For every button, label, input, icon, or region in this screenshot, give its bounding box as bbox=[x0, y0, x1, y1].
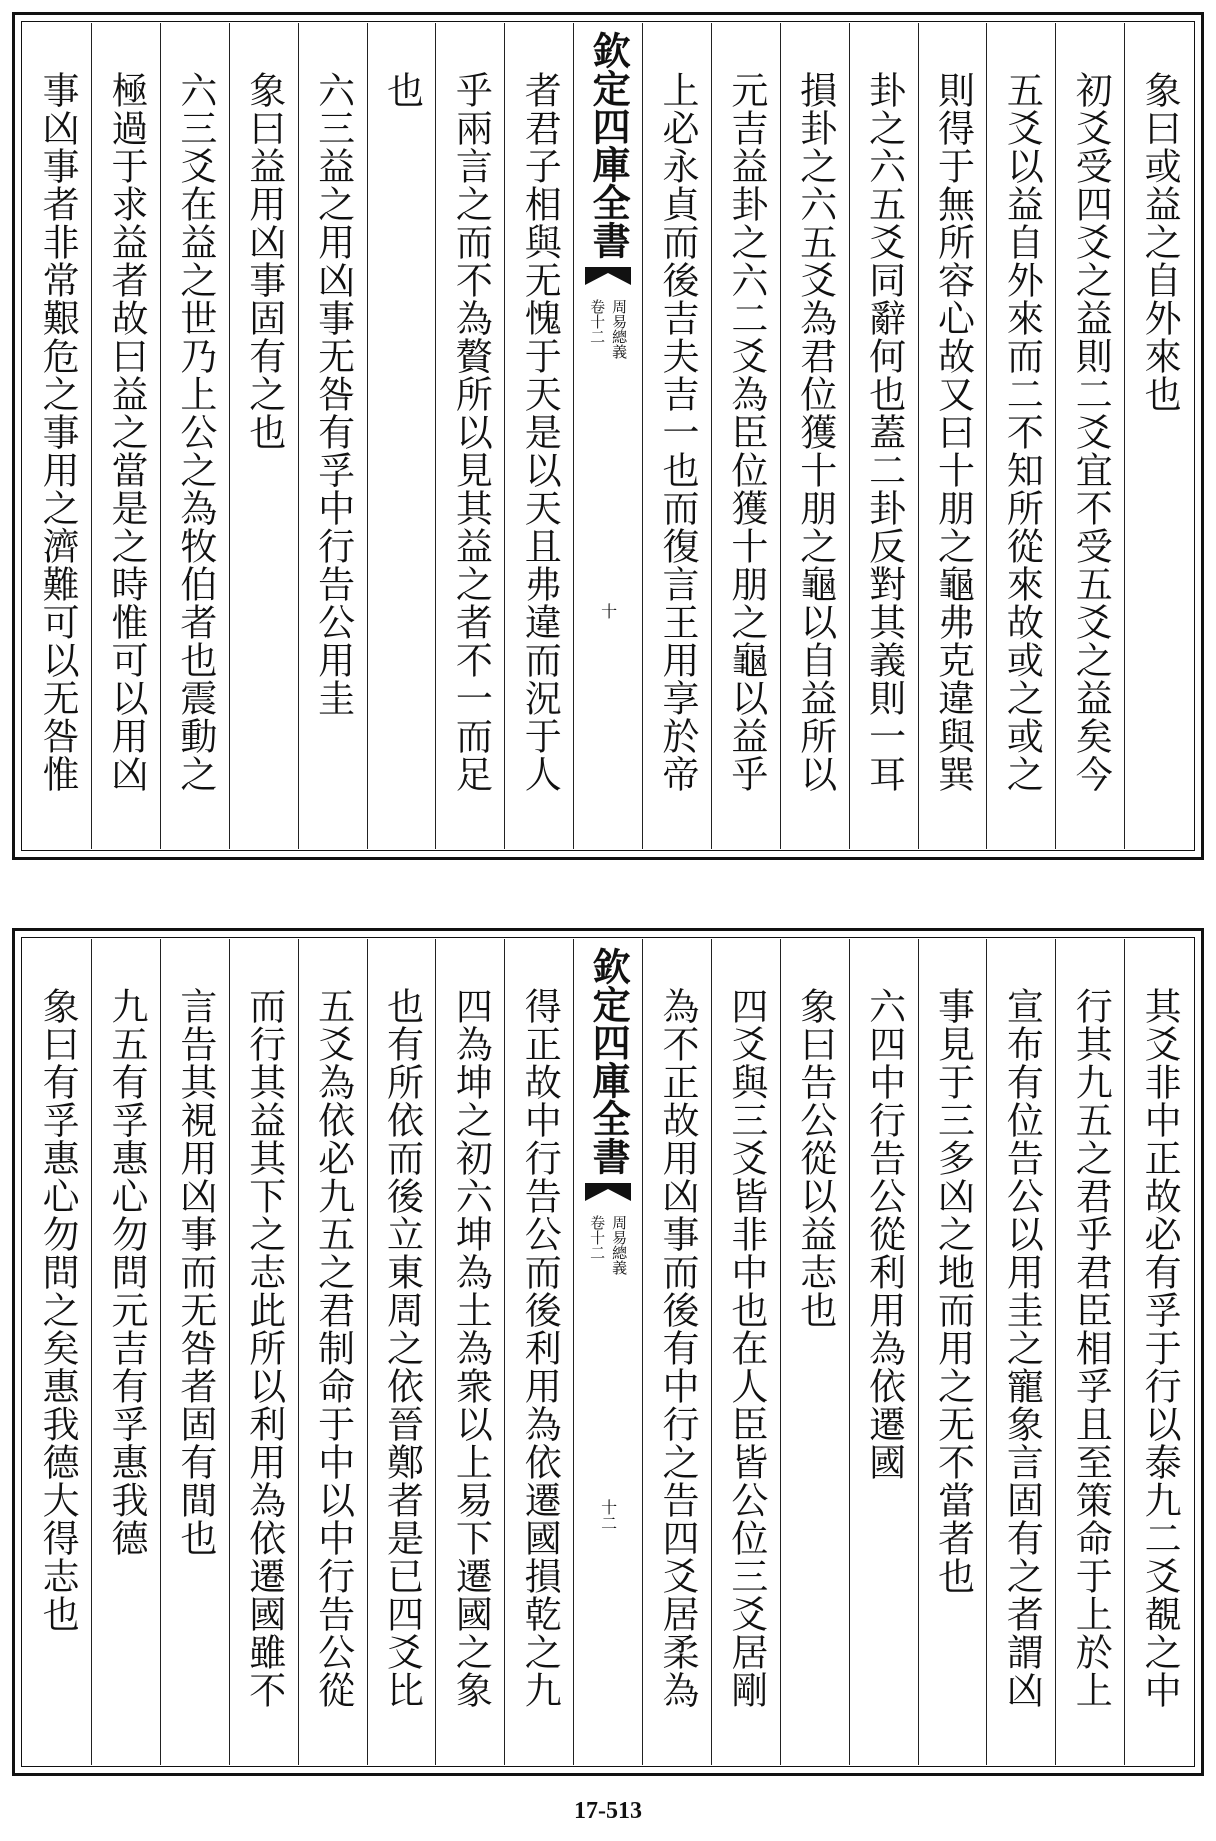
text-column bbox=[1055, 939, 1124, 1765]
column-text: 元吉益卦之六二爻為臣位獲十朋之龜以益乎 bbox=[724, 71, 768, 793]
text-column bbox=[435, 939, 504, 1765]
text-column bbox=[780, 939, 849, 1765]
column-text: 得正故中行告公而後利用為依遷國損乾之九 bbox=[518, 987, 562, 1709]
text-column bbox=[642, 939, 711, 1765]
fishtail-mark-icon bbox=[585, 267, 631, 285]
column-text: 事凶事者非常艱危之事用之濟難可以无咎惟 bbox=[36, 71, 80, 793]
text-column bbox=[367, 939, 436, 1765]
text-column bbox=[298, 939, 367, 1765]
folio-number: 十 bbox=[598, 603, 618, 619]
column-text: 也 bbox=[380, 71, 424, 109]
center-fold bbox=[573, 23, 642, 849]
column-text: 四爻與三爻皆非中也在人臣皆公位三爻居剛 bbox=[724, 987, 768, 1709]
text-column bbox=[298, 23, 367, 849]
column-text: 象曰或益之自外來也 bbox=[1138, 71, 1182, 413]
column-text: 六四中行告公從利用為依遷國 bbox=[862, 987, 906, 1481]
fishtail-mark-icon bbox=[585, 1183, 631, 1201]
column-text: 行其九五之君乎君臣相孚且至策命于上於上 bbox=[1069, 987, 1113, 1709]
text-column bbox=[160, 23, 229, 849]
column-text: 損卦之六五爻為君位獲十朋之龜以自益所以 bbox=[793, 71, 837, 793]
text-column bbox=[435, 23, 504, 849]
column-text: 象曰益用凶事固有之也 bbox=[242, 71, 286, 451]
text-column bbox=[711, 23, 780, 849]
column-text: 四為坤之初六坤為土為衆以上易下遷國之象 bbox=[449, 987, 493, 1709]
text-column bbox=[849, 23, 918, 849]
text-column bbox=[23, 23, 91, 849]
column-text: 宣布有位告公以用圭之寵象言固有之者謂凶 bbox=[1000, 987, 1044, 1709]
page-number: 17-513 bbox=[574, 1798, 642, 1824]
book-subtitle: 周易總義 bbox=[610, 299, 629, 359]
column-text: 也有所依而後立東周之依晉鄭者是已四爻比 bbox=[380, 987, 424, 1709]
text-column bbox=[986, 939, 1055, 1765]
book-title: 欽定四庫全書 bbox=[586, 31, 632, 259]
column-text: 而行其益其下之志此所以利用為依遷國雖不 bbox=[242, 987, 286, 1709]
text-column bbox=[918, 939, 987, 1765]
column-text: 五爻以益自外來而二不知所從來故或之或之 bbox=[1000, 71, 1044, 793]
text-column bbox=[23, 939, 91, 1765]
text-column bbox=[918, 23, 987, 849]
text-column bbox=[986, 23, 1055, 849]
column-text: 乎兩言之而不為贅所以見其益之者不一而足 bbox=[449, 71, 493, 793]
text-column bbox=[504, 23, 573, 849]
column-text: 極過于求益者故曰益之當是之時惟可以用凶 bbox=[104, 71, 148, 793]
text-column bbox=[849, 939, 918, 1765]
column-text: 象曰有孚惠心勿問之矣惠我德大得志也 bbox=[36, 987, 80, 1633]
column-text: 上必永貞而後吉夫吉一也而復言王用享於帝 bbox=[655, 71, 699, 793]
text-column bbox=[229, 939, 298, 1765]
column-text: 者君子相與无愧于天是以天且弗違而況于人 bbox=[518, 71, 562, 793]
column-text: 六三爻在益之世乃上公之為牧伯者也震動之 bbox=[173, 71, 217, 793]
column-text: 則得于無所容心故又曰十朋之龜弗克違與巽 bbox=[931, 71, 975, 793]
text-column bbox=[504, 939, 573, 1765]
column-text: 六三益之用凶事无咎有孚中行告公用圭 bbox=[311, 71, 355, 717]
volume-label: 卷十二 bbox=[588, 299, 607, 344]
column-text: 五爻為依必九五之君制命于中以中行告公從 bbox=[311, 987, 355, 1709]
text-column bbox=[1124, 23, 1193, 849]
book-subtitle: 周易總義 bbox=[610, 1215, 629, 1275]
column-text: 初爻受四爻之益則二爻宜不受五爻之益矣今 bbox=[1069, 71, 1113, 793]
folio-number: 十二 bbox=[598, 1499, 618, 1531]
column-text: 卦之六五爻同辭何也蓋二卦反對其義則一耳 bbox=[862, 71, 906, 793]
text-column bbox=[229, 23, 298, 849]
text-column bbox=[91, 23, 160, 849]
center-fold bbox=[573, 939, 642, 1765]
column-text: 事見于三多凶之地而用之无不當者也 bbox=[931, 987, 975, 1595]
book-title: 欽定四庫全書 bbox=[586, 947, 632, 1175]
column-text: 九五有孚惠心勿問元吉有孚惠我德 bbox=[104, 987, 148, 1557]
column-text: 為不正故用凶事而後有中行之告四爻居柔為 bbox=[655, 987, 699, 1709]
text-column bbox=[1055, 23, 1124, 849]
text-column bbox=[160, 939, 229, 1765]
bottom-page bbox=[12, 928, 1204, 1776]
text-column bbox=[711, 939, 780, 1765]
column-text: 言告其視用凶事而无咎者固有間也 bbox=[173, 987, 217, 1557]
text-column bbox=[367, 23, 436, 849]
top-page bbox=[12, 12, 1204, 860]
text-column bbox=[642, 23, 711, 849]
column-text: 象曰告公從以益志也 bbox=[793, 987, 837, 1329]
text-column bbox=[780, 23, 849, 849]
column-text: 其爻非中正故必有孚于行以泰九二爻覩之中 bbox=[1138, 987, 1182, 1709]
text-column bbox=[1124, 939, 1193, 1765]
volume-label: 卷十二 bbox=[588, 1215, 607, 1260]
text-column bbox=[91, 939, 160, 1765]
